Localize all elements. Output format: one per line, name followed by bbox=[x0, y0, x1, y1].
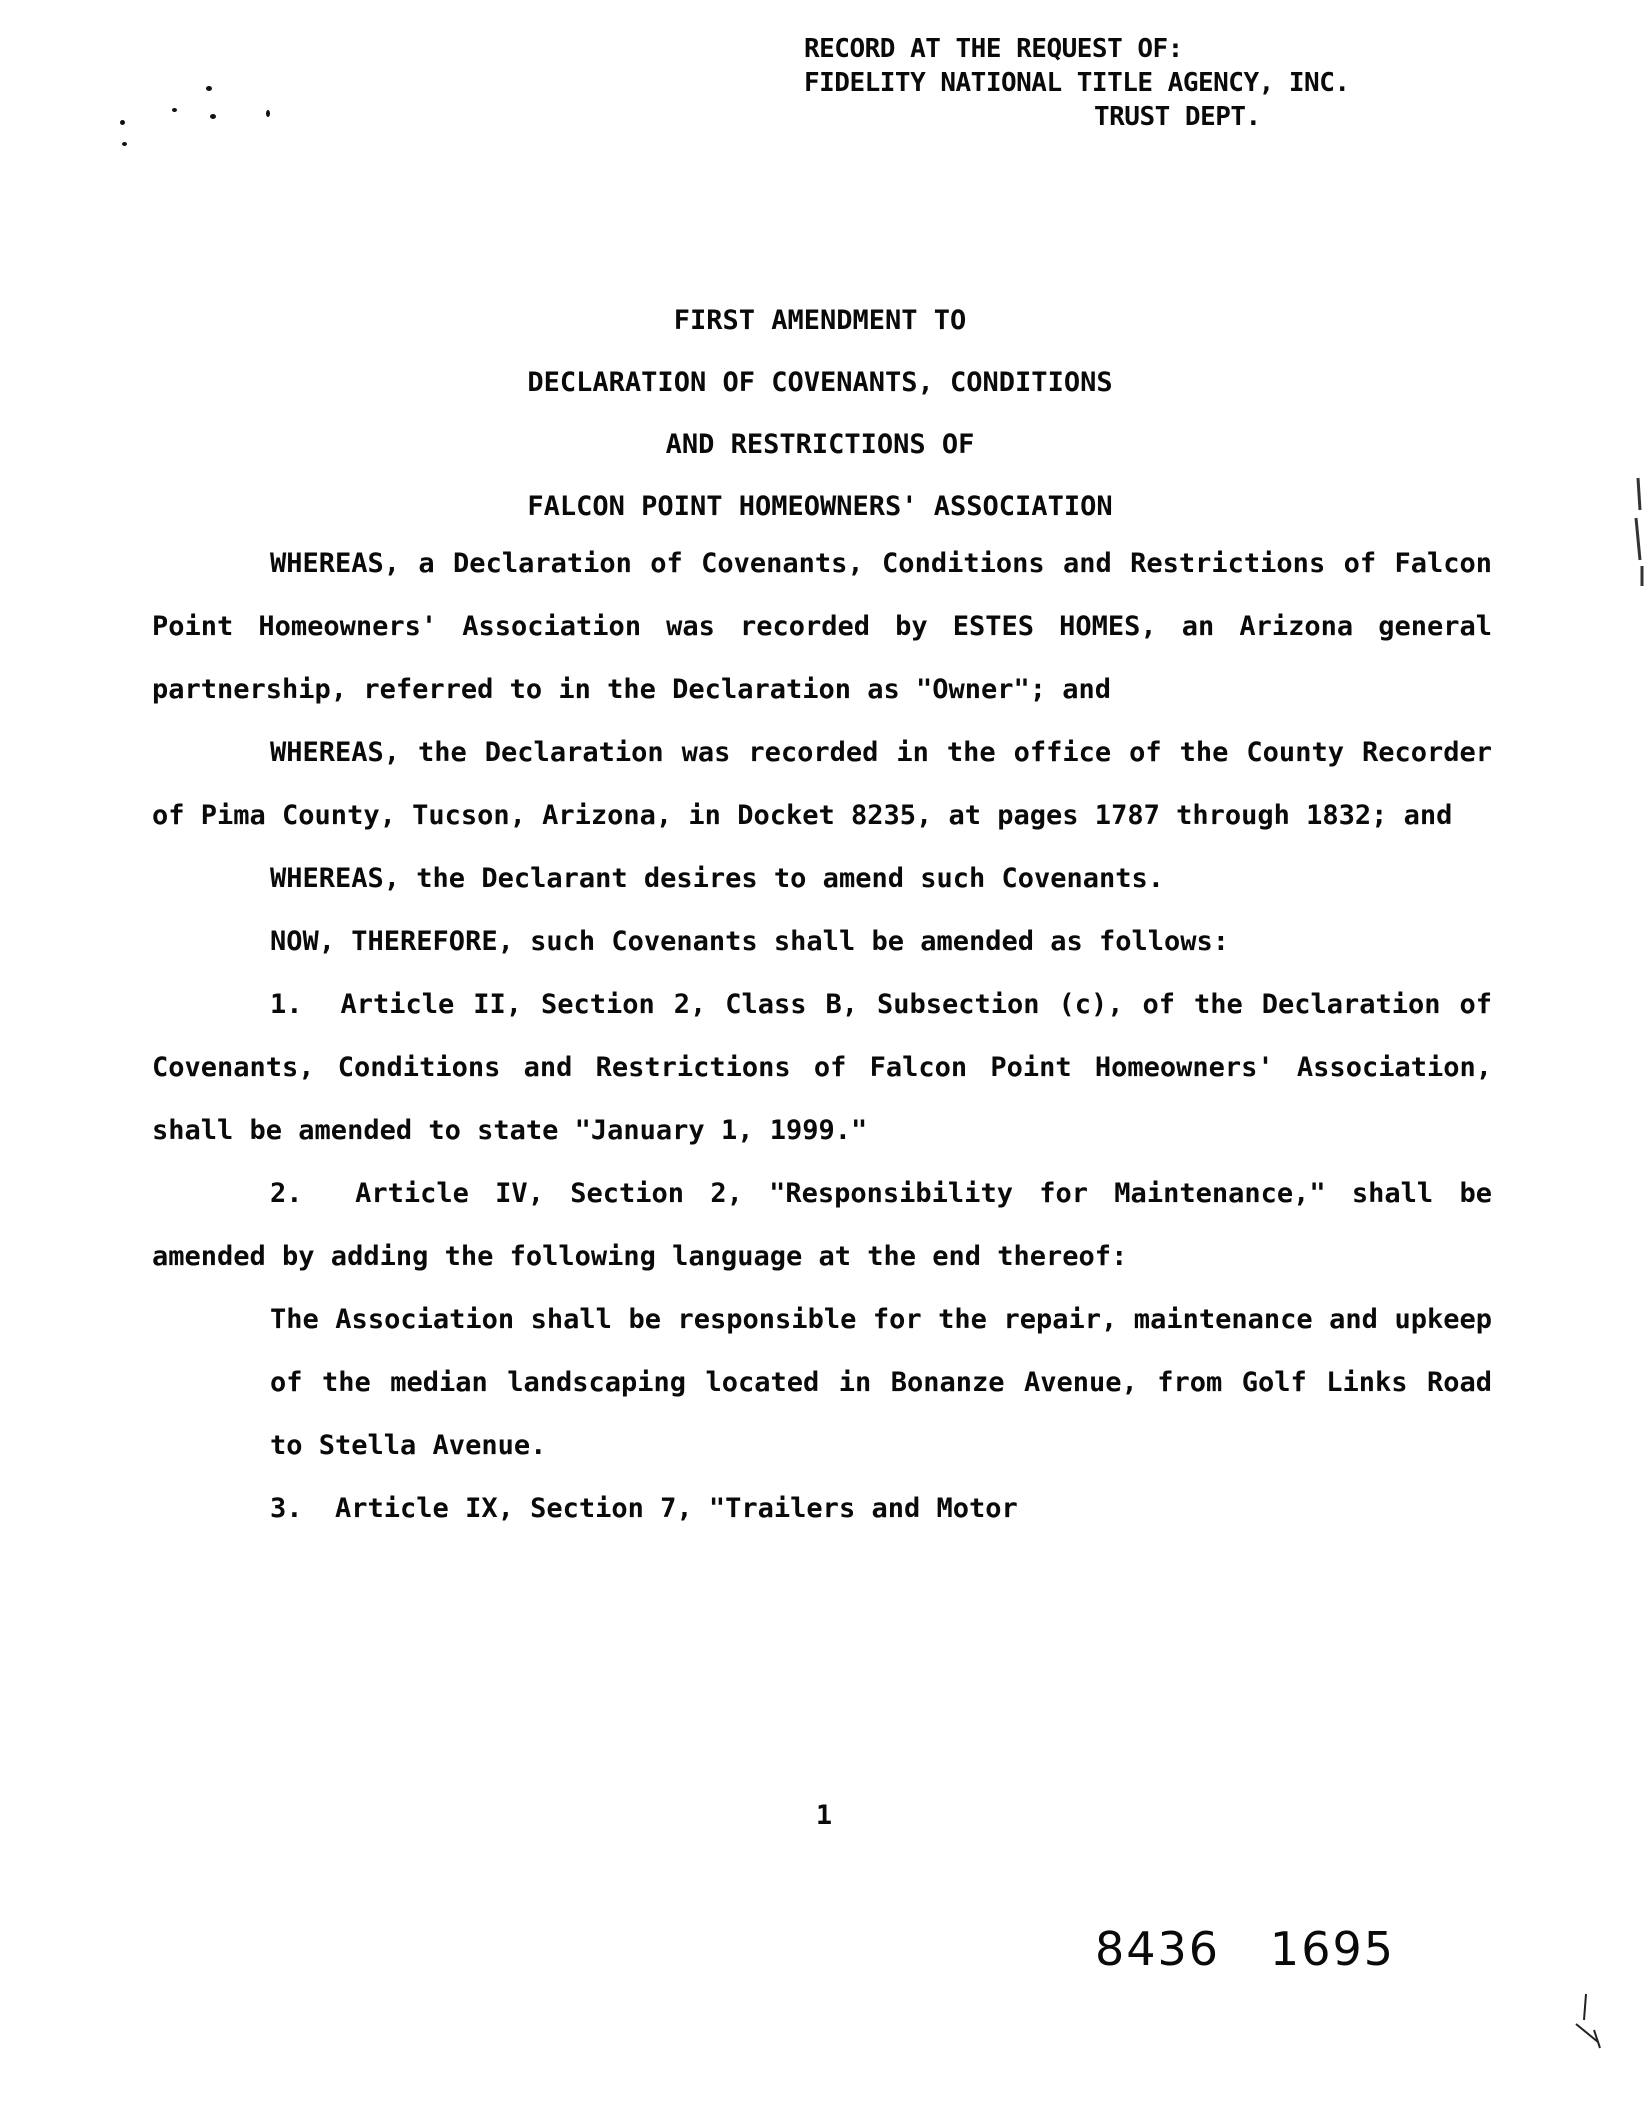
recording-line-3: TRUST DEPT. bbox=[1094, 102, 1261, 132]
title-line-4: FALCON POINT HOMEOWNERS' ASSOCIATION bbox=[527, 491, 1113, 522]
docket-page-stamp: 8436 1695 bbox=[1095, 1922, 1395, 1976]
whereas-paragraph-2: WHEREAS, the Declaration was recorded in the office of the County Recorder of Pima County, Tucson, Arizona, in Docket 8235, at pages 1787 through 1832; and bbox=[152, 737, 1492, 831]
scan-specks bbox=[110, 80, 290, 160]
whereas-paragraph-1: WHEREAS, a Declaration of Covenants, Conditions and Restrictions of Falcon Point Homeowners' Association was recorded by ESTES HOMES, an Arizona general partnership, referred to in the Declaration as "Owner"; and bbox=[152, 548, 1492, 705]
title-line-3: AND RESTRICTIONS OF bbox=[665, 429, 975, 460]
amendment-item-2-quote: The Association shall be responsible for the repair, maintenance and upkeep of the median landscaping located in Bonanze Avenue, from Golf Links Road to Stella Avenue. bbox=[270, 1304, 1492, 1461]
amendment-item-2: 2. Article IV, Section 2, "Responsibility for Maintenance," shall be amended by adding the following language at the end thereof: bbox=[152, 1178, 1509, 1272]
title-line-1: FIRST AMENDMENT TO bbox=[673, 305, 967, 336]
whereas-paragraph-3: WHEREAS, the Declarant desires to amend such Covenants. bbox=[270, 863, 1165, 894]
handwritten-mark bbox=[1568, 1990, 1608, 2050]
scan-edge-mark bbox=[1630, 470, 1648, 590]
document-body bbox=[152, 532, 1509, 1540]
recording-line-2: FIDELITY NATIONAL TITLE AGENCY, INC. bbox=[804, 68, 1350, 98]
amendment-item-1: 1. Article II, Section 2, Class B, Subsection (c), of the Declaration of Covenants, Conditions and Restrictions of Falcon Point Homeowners' Association, shall be amended to state "January 1, 1999." bbox=[152, 989, 1509, 1146]
title-line-2: DECLARATION OF COVENANTS, CONDITIONS bbox=[527, 367, 1113, 398]
recording-line-1: RECORD AT THE REQUEST OF: bbox=[804, 34, 1183, 64]
page-number: 1 bbox=[815, 1800, 833, 1831]
amendment-item-3: 3. Article IX, Section 7, "Trailers and Motor bbox=[270, 1493, 1018, 1524]
document-title bbox=[150, 290, 1490, 538]
recording-request-block bbox=[804, 32, 1350, 134]
now-therefore-paragraph: NOW, THEREFORE, such Covenants shall be amended as follows: bbox=[270, 926, 1230, 957]
